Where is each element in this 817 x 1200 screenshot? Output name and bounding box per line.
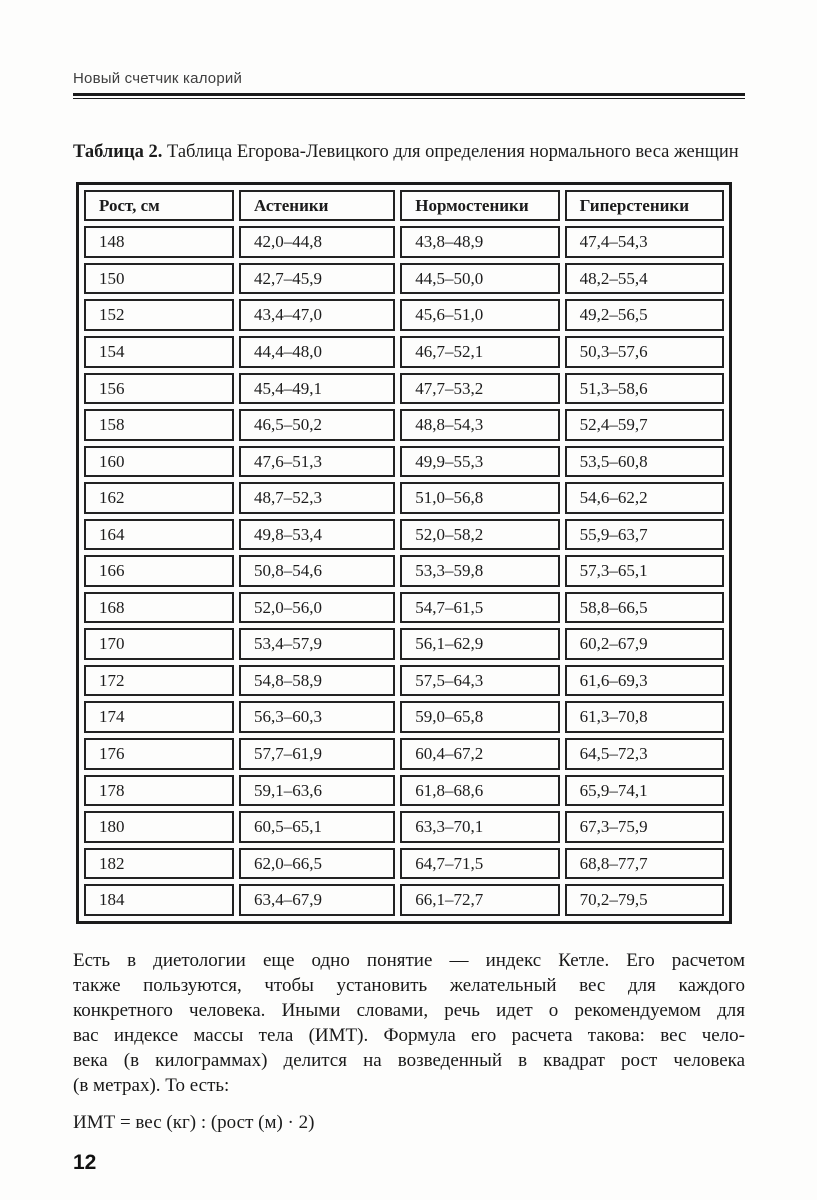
paragraph-line: Есть в диетологии еще одно понятие — индекс Кетле. Его расчетом: [73, 949, 745, 971]
column-header: Нормостеники: [400, 190, 559, 222]
table-cell: 62,0–66,5: [239, 848, 395, 880]
table-cell: 170: [84, 628, 234, 660]
table-row: [84, 299, 724, 331]
column-header: Астеники: [239, 190, 395, 222]
header-rule: [73, 93, 745, 99]
table-cell: 67,3–75,9: [565, 811, 724, 843]
table-cell: 53,5–60,8: [565, 446, 724, 478]
table-caption-label: Таблица 2.: [73, 142, 163, 162]
table-caption: [73, 139, 745, 166]
table-cell: 51,3–58,6: [565, 373, 724, 405]
table-cell: 59,0–65,8: [400, 701, 559, 733]
table-cell: 51,0–56,8: [400, 482, 559, 514]
table-row: [84, 446, 724, 478]
body-paragraph: [73, 948, 745, 1098]
table-cell: 64,5–72,3: [565, 738, 724, 770]
table-cell: 60,5–65,1: [239, 811, 395, 843]
table-cell: 50,3–57,6: [565, 336, 724, 368]
table-cell: 57,3–65,1: [565, 555, 724, 587]
table-row: [84, 519, 724, 551]
paragraph-line: вас индексе массы тела (ИМТ). Формула его расчета такова: вес чело-: [73, 1024, 745, 1046]
table-cell: 47,6–51,3: [239, 446, 395, 478]
table-row: [84, 738, 724, 770]
table-cell: 53,4–57,9: [239, 628, 395, 660]
table-cell: 46,5–50,2: [239, 409, 395, 441]
table-cell: 56,3–60,3: [239, 701, 395, 733]
table-cell: 58,8–66,5: [565, 592, 724, 624]
table-row: [84, 409, 724, 441]
table-cell: 49,8–53,4: [239, 519, 395, 551]
table-cell: 46,7–52,1: [400, 336, 559, 368]
paragraph-line: века (в килограммах) делится на возведенный в квадрат рост человека: [73, 1049, 745, 1071]
table-cell: 52,4–59,7: [565, 409, 724, 441]
table-cell: 182: [84, 848, 234, 880]
table-cell: 48,8–54,3: [400, 409, 559, 441]
table-cell: 172: [84, 665, 234, 697]
table-cell: 63,3–70,1: [400, 811, 559, 843]
table-cell: 52,0–56,0: [239, 592, 395, 624]
paragraph-line: конкретного человека. Иными словами, речь идет о рекомендуемом для: [73, 999, 745, 1021]
bmi-formula: ИМТ = вес (кг) : (рост (м) · 2): [73, 1111, 315, 1133]
table-cell: 174: [84, 701, 234, 733]
paragraph-line: также пользуются, чтобы установить желательный вес для каждого: [73, 974, 745, 996]
table-row: [84, 226, 724, 258]
table-cell: 43,8–48,9: [400, 226, 559, 258]
table-cell: 42,7–45,9: [239, 263, 395, 295]
table-cell: 56,1–62,9: [400, 628, 559, 660]
table-cell: 168: [84, 592, 234, 624]
table-cell: 158: [84, 409, 234, 441]
table-cell: 48,7–52,3: [239, 482, 395, 514]
table-cell: 64,7–71,5: [400, 848, 559, 880]
table-cell: 55,9–63,7: [565, 519, 724, 551]
table-header-row: [84, 190, 724, 222]
table-cell: 45,6–51,0: [400, 299, 559, 331]
table-cell: 63,4–67,9: [239, 884, 395, 916]
table-cell: 47,4–54,3: [565, 226, 724, 258]
weight-table: [76, 182, 732, 924]
table-cell: 54,7–61,5: [400, 592, 559, 624]
table-cell: 68,8–77,7: [565, 848, 724, 880]
table-cell: 43,4–47,0: [239, 299, 395, 331]
table-row: [84, 482, 724, 514]
table-cell: 152: [84, 299, 234, 331]
column-header: Гиперстеники: [565, 190, 724, 222]
table-cell: 164: [84, 519, 234, 551]
table-cell: 160: [84, 446, 234, 478]
table-cell: 49,9–55,3: [400, 446, 559, 478]
table-cell: 65,9–74,1: [565, 775, 724, 807]
page-number: 12: [73, 1150, 97, 1174]
table-cell: 47,7–53,2: [400, 373, 559, 405]
table-cell: 60,4–67,2: [400, 738, 559, 770]
table-cell: 54,6–62,2: [565, 482, 724, 514]
table-caption-text: Таблица Егорова-Левицкого для определения нормального веса женщин: [167, 142, 739, 162]
table-cell: 61,3–70,8: [565, 701, 724, 733]
table-cell: 42,0–44,8: [239, 226, 395, 258]
table-cell: 44,4–48,0: [239, 336, 395, 368]
table-cell: 162: [84, 482, 234, 514]
table-cell: 53,3–59,8: [400, 555, 559, 587]
table-cell: 45,4–49,1: [239, 373, 395, 405]
table-cell: 61,6–69,3: [565, 665, 724, 697]
table-cell: 57,7–61,9: [239, 738, 395, 770]
running-head: Новый счетчик калорий: [73, 70, 243, 87]
table-row: [84, 555, 724, 587]
table-cell: 61,8–68,6: [400, 775, 559, 807]
table-row: [84, 628, 724, 660]
table-cell: 156: [84, 373, 234, 405]
table-cell: 49,2–56,5: [565, 299, 724, 331]
weight-table-body: [84, 226, 724, 915]
table-cell: 148: [84, 226, 234, 258]
table-cell: 154: [84, 336, 234, 368]
table-cell: 52,0–58,2: [400, 519, 559, 551]
table-cell: 59,1–63,6: [239, 775, 395, 807]
table-cell: 150: [84, 263, 234, 295]
table-row: [84, 775, 724, 807]
table-cell: 60,2–67,9: [565, 628, 724, 660]
table-row: [84, 263, 724, 295]
table-cell: 66,1–72,7: [400, 884, 559, 916]
table-row: [84, 848, 724, 880]
table-cell: 70,2–79,5: [565, 884, 724, 916]
table-cell: 184: [84, 884, 234, 916]
table-cell: 166: [84, 555, 234, 587]
table-row: [84, 701, 724, 733]
table-row: [84, 592, 724, 624]
table-cell: 176: [84, 738, 234, 770]
table-row: [84, 811, 724, 843]
table-cell: 48,2–55,4: [565, 263, 724, 295]
table-row: [84, 373, 724, 405]
column-header: Рост, см: [84, 190, 234, 222]
table-row: [84, 665, 724, 697]
table-cell: 178: [84, 775, 234, 807]
table-cell: 50,8–54,6: [239, 555, 395, 587]
table-cell: 180: [84, 811, 234, 843]
table-row: [84, 884, 724, 916]
table-row: [84, 336, 724, 368]
paragraph-line: (в метрах). То есть:: [73, 1074, 230, 1096]
table-cell: 57,5–64,3: [400, 665, 559, 697]
table-cell: 44,5–50,0: [400, 263, 559, 295]
table-cell: 54,8–58,9: [239, 665, 395, 697]
